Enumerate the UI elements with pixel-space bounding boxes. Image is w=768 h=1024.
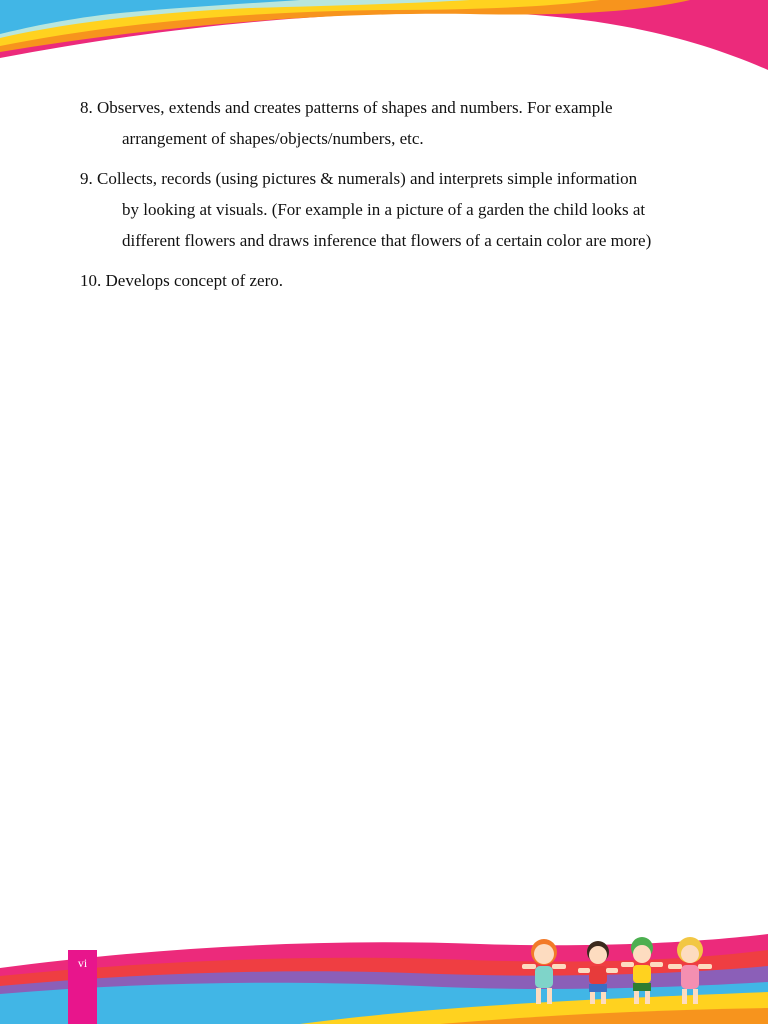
item-line: 9. Collects, records (using pictures & numerals) and interprets simple information — [80, 169, 638, 188]
kid-figure-4 — [668, 937, 712, 1004]
item-line: 8. Observes, extends and creates patterns of shapes and numbers. For example — [80, 98, 613, 117]
item-line: arrangement of shapes/objects/numbers, etc. — [122, 129, 424, 148]
item-line: by looking at visuals. (For example in a picture of a garden the child looks at — [122, 200, 646, 219]
list-item — [80, 163, 710, 256]
kid-figure-1 — [522, 939, 566, 1004]
page-number-tab — [68, 950, 97, 1024]
kid-figure-3 — [621, 937, 663, 1004]
page-number: vi — [77, 956, 88, 970]
kid-figure-2 — [578, 941, 618, 1004]
kids-illustration — [518, 934, 718, 1012]
item-line: different flowers and draws inference that flowers of a certain color are more) — [122, 231, 652, 250]
list-item — [80, 265, 710, 296]
list-item — [80, 92, 710, 154]
item-line: 10. Develops concept of zero. — [80, 271, 283, 290]
top-decorative-banner — [0, 0, 768, 70]
